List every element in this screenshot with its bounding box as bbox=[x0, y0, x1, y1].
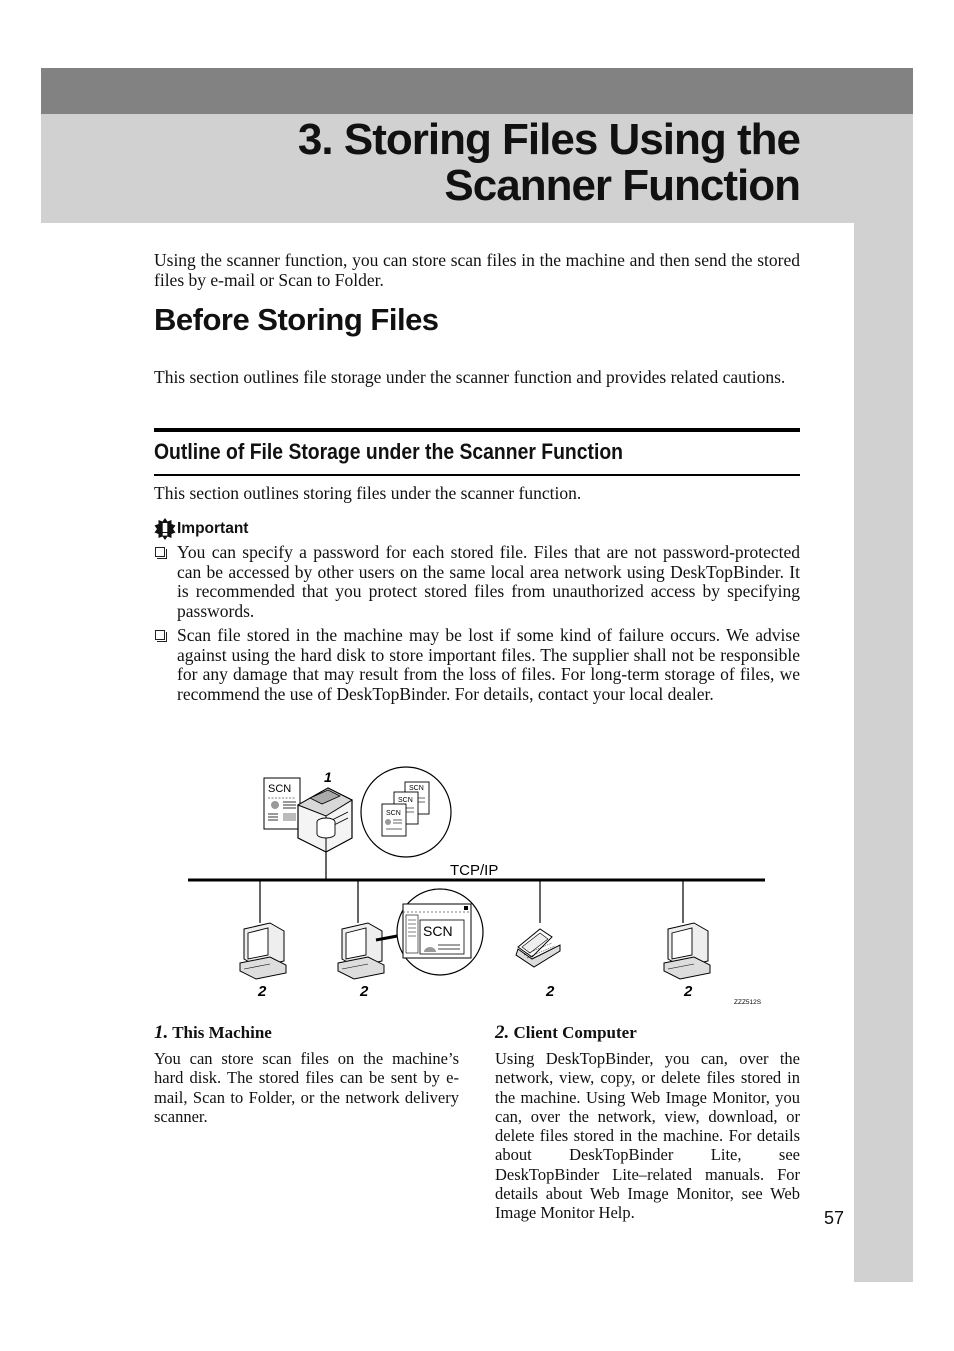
caption-heading bbox=[495, 1022, 637, 1044]
computer-callout: 2 bbox=[546, 983, 555, 1000]
caption-text: Using DeskTopBinder, you can, over the network, view, copy, or delete files stored in the machine. Using Web Image Monitor, you can, over the network, view, download, or delete files stored in the machine. For details about DeskTopBinder Lite, see DeskTopBinder Lite–related manuals. For details about Web Image Monitor, see Web Image Monitor Help. bbox=[495, 1049, 800, 1223]
important-label: Important bbox=[177, 520, 249, 537]
caption-number: 1. bbox=[154, 1022, 169, 1043]
intro-paragraph: Using the scanner function, you can store scan files in the machine and then send the stored files by e-mail or Scan to Folder. bbox=[154, 250, 800, 290]
chapter-header-bar bbox=[41, 68, 913, 114]
computer-callout: 2 bbox=[360, 983, 369, 1000]
page-number: 57 bbox=[824, 1208, 845, 1228]
scn-label: SCN bbox=[398, 797, 413, 804]
computer-callout: 2 bbox=[258, 983, 267, 1000]
client-computer-icon bbox=[338, 923, 384, 979]
network-label: TCP/IP bbox=[450, 862, 499, 879]
network-diagram bbox=[180, 760, 780, 1010]
caption-number: 2. bbox=[495, 1022, 510, 1043]
machine-callout: 1 bbox=[324, 769, 332, 785]
section-paragraph: This section outlines file storage under the scanner function and provides related cautions. bbox=[154, 367, 786, 387]
section-heading: Before Storing Files bbox=[154, 302, 439, 337]
checkbox-bullet-icon bbox=[155, 630, 165, 640]
figure-code: ZZZ512S bbox=[734, 999, 762, 1006]
section-rule-top bbox=[154, 428, 800, 432]
client-computer-icon bbox=[240, 923, 286, 979]
scan-file-document-icon bbox=[264, 778, 300, 829]
chapter-title bbox=[200, 117, 800, 209]
multifunction-machine-icon bbox=[298, 788, 352, 880]
important-item bbox=[154, 626, 800, 704]
subsection-heading: Outline of File Storage under the Scanner Function bbox=[154, 439, 623, 464]
web-image-monitor-bubble bbox=[376, 889, 483, 975]
computer-callout: 2 bbox=[684, 983, 693, 1000]
important-item bbox=[154, 543, 800, 621]
chapter-title-line-1: 3. Storing Files Using the bbox=[297, 115, 800, 164]
scn-label: SCN bbox=[423, 923, 453, 939]
caption-title: Client Computer bbox=[513, 1023, 637, 1042]
caption-text: You can store scan files on the machine’s hard disk. The stored files can be sent by e-mail, Scan to Folder, or the network delivery scanner. bbox=[154, 1049, 459, 1126]
important-header bbox=[154, 518, 248, 540]
important-icon bbox=[154, 518, 176, 540]
subsection-paragraph: This section outlines storing files under the scanner function. bbox=[154, 483, 582, 503]
caption-title: This Machine bbox=[172, 1023, 272, 1042]
important-item-text: Scan file stored in the machine may be lost if some kind of failure occurs. We advise against using the hard disk to store important files. The supplier shall not be responsible for any damage that may result from the loss of files. For long-term storage of files, we recommend the use of DeskTopBinder. For details, contact your local dealer. bbox=[177, 625, 800, 704]
section-rule-bottom bbox=[154, 474, 800, 476]
client-computer-icon bbox=[664, 923, 710, 979]
checkbox-bullet-icon bbox=[155, 547, 165, 557]
scn-label: SCN bbox=[386, 810, 401, 817]
page-side-tab bbox=[854, 223, 913, 1282]
scn-label: SCN bbox=[409, 785, 424, 792]
important-item-text: You can specify a password for each stored file. Files that are not password-protected can be accessed by other users on the same local area network using DeskTopBinder. It is recommended that you protect stored files from unauthorized access by specifying passwords. bbox=[177, 542, 800, 621]
chapter-title-line-2: Scanner Function bbox=[444, 161, 800, 210]
laptop-computer-icon bbox=[516, 929, 560, 967]
stored-files-bubble bbox=[361, 767, 451, 857]
scn-label: SCN bbox=[268, 783, 292, 795]
caption-heading bbox=[154, 1022, 272, 1044]
